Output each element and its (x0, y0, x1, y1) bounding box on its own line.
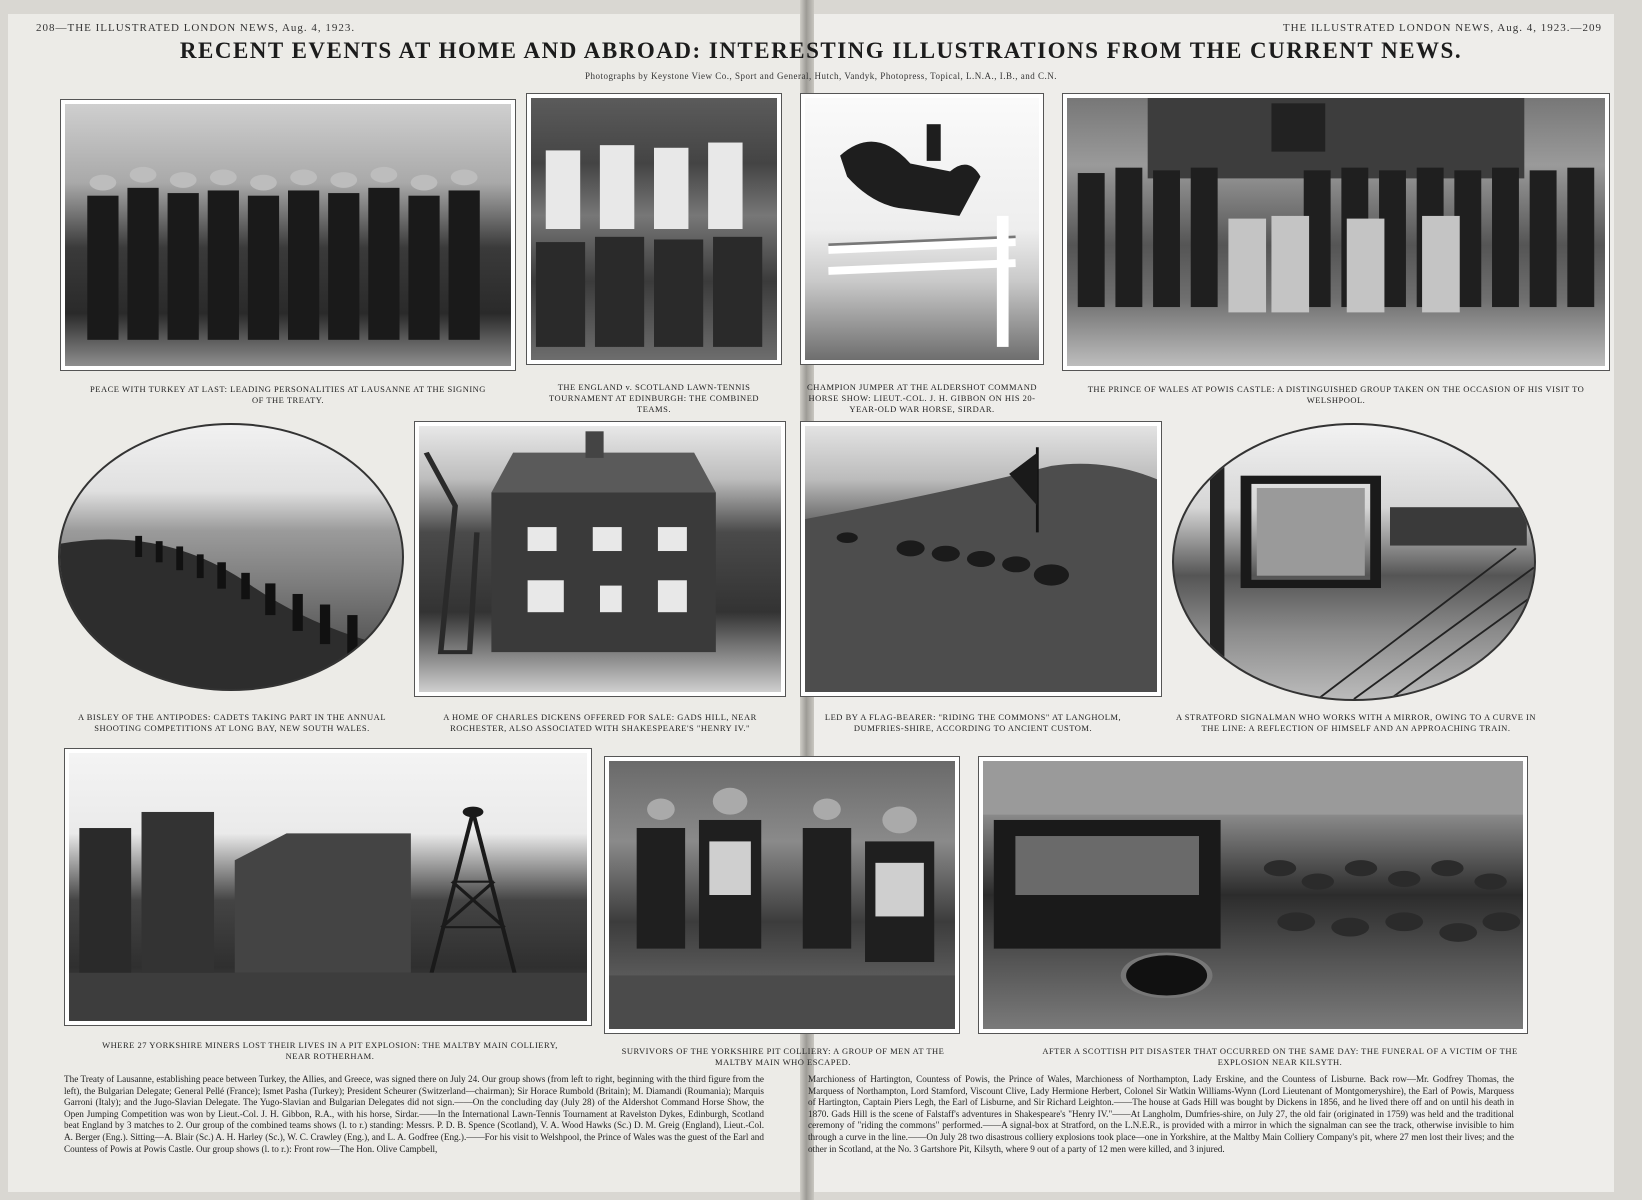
gads-hill-house (419, 426, 781, 692)
page-title: RECENT EVENTS AT HOME AND ABROAD: INTERESTING ILLUSTRATIONS FROM THE CURRENT NEWS. (179, 38, 1463, 63)
photo-horse (800, 93, 1044, 365)
photo-dickens (414, 421, 786, 697)
caption-maltby: WHERE 27 YORKSHIRE MINERS LOST THEIR LIVES IN A PIT EXPLOSION: THE MALTBY MAIN COLLIERY, NEAR ROTHERHAM. (102, 1040, 558, 1061)
caption-dickens: A HOME OF CHARLES DICKENS OFFERED FOR SALE: GADS HILL, NEAR ROCHESTER, ALSO ASSOCIATED WITH SHAKESPEARE'S "HENRY IV." (443, 712, 757, 733)
photo-maltby (64, 748, 592, 1026)
powis-group (1067, 98, 1605, 366)
photo-lausanne (60, 99, 516, 371)
photo-powis (1062, 93, 1610, 371)
kilsyth-funeral (983, 761, 1523, 1029)
body-text-right: Marchioness of Hartington, Countess of Powis, the Prince of Wales, Marchioness of Northampton, Lady Erskine, and the Countess of Lisburne. Back row—Mr. Godfrey Thomas, the Marquess of Northampton, Lord Stamford, Viscount Clive, Lady Hermione Herbert, Colonel Sir Watkin Williams-Wynn (Lord Lieutenant of Montgomeryshire), the Earl of Powis, Marquess of Hartington, Captain Piers Legh, the Earl of Lisburne, and Sir Richard Leighton.——The house at Gads Hill was bought by Dickens in 1856, and he lived there off and on until his death in 1870. Gads Hill is the scene of Falstaff's adventures in Shakespeare's "Henry IV."——At Langholm, Dumfries-shire, on July 27, the old fair (originated in 1759) was held and the traditional ceremony of "riding the commons" performed.——A signal-box at Stratford, on the L.N.E.R., is provided with a mirror in which the signalman can see the track, otherwise invisible to him through a curve in the line.——On July 28 two disastrous colliery explosions took place—one in Yorkshire, at the Maltby Main Colliery Company's pit, where 27 men lost their lives; and the other in Scotland, at the No. 3 Gartshore Pit, Kilsyth, where 9 out of a party of 12 men were killed, and 3 injured. (808, 1074, 1514, 1154)
right-running-head: THE ILLUSTRATED LONDON NEWS, Aug. 4, 1923.—209 (1282, 22, 1602, 34)
caption-langholm: LED BY A FLAG-BEARER: "RIDING THE COMMONS" AT LANGHOLM, DUMFRIES-SHIRE, ACCORDING TO ANCIENT CUSTOM. (824, 712, 1122, 733)
lausanne-figures (65, 104, 511, 366)
stratford-signal-box (1174, 425, 1534, 699)
tennis-figures (531, 98, 777, 360)
photo-langholm (800, 421, 1162, 697)
caption-stratford: A STRATFORD SIGNALMAN WHO WORKS WITH A MIRROR, OWING TO A CURVE IN THE LINE: A REFLECTION OF HIMSELF AND AN APPROACHING TRAIN. (1176, 712, 1536, 733)
caption-antipodes: A BISLEY OF THE ANTIPODES: CADETS TAKING PART IN THE ANNUAL SHOOTING COMPETITIONS AT LONG BAY, NEW SOUTH WALES. (77, 712, 387, 733)
caption-horse: CHAMPION JUMPER AT THE ALDERSHOT COMMAND HORSE SHOW: LIEUT.-COL. J. H. GIBBON ON HIS 20-YEAR-OLD WAR HORSE, SIRDAR. (807, 382, 1037, 414)
caption-survivors: SURVIVORS OF THE YORKSHIRE PIT COLLIERY: A GROUP OF MEN AT THE MALTBY MAIN WHO ESCAPED. (621, 1046, 945, 1067)
maltby-colliery (69, 753, 587, 1021)
photo-credits: Photographs by Keystone View Co., Sport and General, Hutch, Vandyk, Photopress, Topical, L.N.A., I.B., and C.N. (584, 71, 1058, 81)
photo-tennis (526, 93, 782, 365)
photo-antipodes (58, 423, 404, 691)
caption-tennis: THE ENGLAND v. SCOTLAND LAWN-TENNIS TOURNAMENT AT EDINBURGH: THE COMBINED TEAMS. (548, 382, 760, 414)
photo-stratford (1172, 423, 1536, 701)
caption-kilsyth: AFTER A SCOTTISH PIT DISASTER THAT OCCURRED ON THE SAME DAY: THE FUNERAL OF A VICTIM OF THE EXPLOSION NEAR KILSYTH. (1042, 1046, 1518, 1067)
survivors-miners (609, 761, 955, 1029)
body-text-left: The Treaty of Lausanne, establishing peace between Turkey, the Allies, and Greece, was signed there on July 24. Our group shows (from left to right, beginning with the third figure from the left), the Bulgarian Delegate; General Pellé (France); Ismet Pasha (Turkey); President Scheurer (Switzerland—chairman); Sir Horace Rumbold (Britain); M. Diamandi (Roumania); Marquis Garroni (Italy); and the Jugo-Slavian Delegate. The Yugo-Slavian and Bulgarian Delegates did not sign.——On the concluding day (July 28) of the Aldershot Command Horse Show, the Open Jumping Competition was won by Lieut.-Col. J. H. Gibbon, R.A., with his horse, Sirdar.——In the International Lawn-Tennis Tournament at Ravelston Dykes, Edinburgh, Scotland beat England by 3 matches to 2. Our group of the combined teams shows (l. to r.) standing: Messrs. P. D. B. Spence (Scotland), V. A. Wood Hawks (Sc.) D. M. Greig (England), Lieut.-Col. A. Berger (Eng.). Sitting—A. Blair (Sc.) A. H. Harley (Sc.), W. C. Crawley (Eng.), and L. A. Godfree (Eng.).——For his visit to Welshpool, the Prince of Wales was the guest of the Earl and Countess of Powis at Powis Castle. Our group shows (l. to r.): Front row—The Hon. Olive Campbell, (64, 1074, 764, 1154)
antipodes-cadets (60, 425, 402, 689)
caption-powis: THE PRINCE OF WALES AT POWIS CASTLE: A DISTINGUISHED GROUP TAKEN ON THE OCCASION OF HIS VISIT TO WELSHPOOL. (1087, 384, 1585, 405)
caption-lausanne: PEACE WITH TURKEY AT LAST: LEADING PERSONALITIES AT LAUSANNE AT THE SIGNING OF THE TREATY. (90, 384, 486, 405)
langholm-riders (805, 426, 1157, 692)
photo-kilsyth (978, 756, 1528, 1034)
horse-jump (805, 98, 1039, 360)
photo-survivors (604, 756, 960, 1034)
left-running-head: 208—THE ILLUSTRATED LONDON NEWS, Aug. 4, 1923. (36, 22, 356, 34)
